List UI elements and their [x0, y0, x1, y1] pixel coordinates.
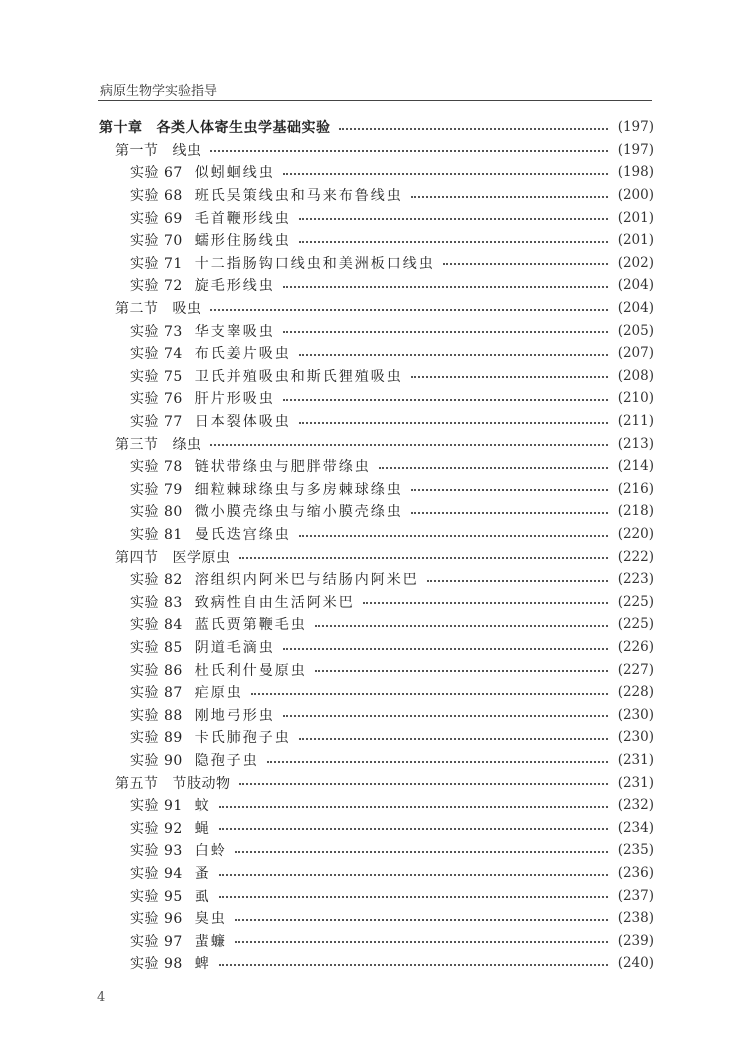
experiment-label: 实验 80 — [130, 504, 183, 521]
toc-experiment-entry[interactable] — [0, 274, 750, 297]
page-reference: (202) — [617, 254, 654, 271]
page-reference: (218) — [617, 503, 654, 520]
toc-experiment-entry[interactable] — [0, 184, 750, 207]
dot-leader — [239, 556, 609, 559]
dot-leader — [219, 805, 608, 808]
toc-experiment-entry[interactable] — [0, 749, 750, 772]
experiment-title: 肝片形吸虫 — [194, 391, 275, 408]
section-title: 绦虫 — [172, 436, 202, 453]
experiment-label: 实验 90 — [130, 753, 183, 770]
toc-experiment-entry[interactable] — [0, 206, 750, 229]
experiment-title: 似蚓蛔线虫 — [194, 165, 275, 182]
chapter-page: (197) — [617, 119, 654, 136]
page-reference: (213) — [617, 435, 654, 452]
page-reference: (228) — [617, 684, 654, 701]
page-reference: (223) — [617, 571, 654, 588]
dot-leader — [210, 443, 609, 446]
experiment-label: 实验 81 — [130, 527, 183, 544]
experiment-label: 实验 93 — [130, 843, 183, 860]
page-reference: (232) — [617, 797, 654, 814]
page-reference: (201) — [617, 232, 654, 249]
dot-leader — [299, 737, 608, 740]
experiment-label: 实验 77 — [130, 414, 183, 431]
experiment-title: 蓝氏贾第鞭毛虫 — [194, 617, 307, 634]
toc-experiment-entry[interactable] — [0, 839, 750, 862]
experiment-title: 卫氏并殖吸虫和斯氏狸殖吸虫 — [194, 368, 403, 385]
experiment-label: 实验 92 — [130, 820, 183, 837]
toc-experiment-entry[interactable] — [0, 704, 750, 727]
toc-experiment-entry[interactable] — [0, 161, 750, 184]
experiment-title: 毛首鞭形线虫 — [194, 210, 291, 227]
experiment-title: 蜚蠊 — [194, 933, 227, 950]
experiment-label: 实验 82 — [130, 572, 183, 589]
section-label: 第二节 — [115, 301, 159, 318]
experiment-title: 布氏姜片吸虫 — [194, 346, 291, 363]
experiment-title: 十二指肠钩口线虫和美洲板口线虫 — [194, 255, 435, 272]
experiment-label: 实验 69 — [130, 210, 183, 227]
dot-leader — [299, 421, 608, 424]
experiment-label: 实验 76 — [130, 391, 183, 408]
page-reference: (204) — [617, 300, 654, 317]
page-reference: (204) — [617, 277, 654, 294]
experiment-title: 疟原虫 — [194, 685, 243, 702]
page-reference: (230) — [617, 706, 654, 723]
toc-experiment-entry[interactable] — [0, 591, 750, 614]
toc-experiment-entry[interactable] — [0, 726, 750, 749]
experiment-label: 实验 79 — [130, 481, 183, 498]
dot-leader — [299, 353, 608, 356]
experiment-label: 实验 72 — [130, 278, 183, 295]
page-reference: (220) — [617, 526, 654, 543]
section-title: 医学原虫 — [172, 549, 231, 566]
toc-experiment-entry[interactable] — [0, 342, 750, 365]
dot-leader — [283, 647, 608, 650]
experiment-label: 实验 89 — [130, 730, 183, 747]
toc-section-entry[interactable] — [0, 545, 750, 568]
toc-experiment-entry[interactable] — [0, 387, 750, 410]
toc-experiment-entry[interactable] — [0, 952, 750, 975]
experiment-label: 实验 98 — [130, 956, 183, 973]
experiment-title: 微小膜壳绦虫与缩小膜壳绦虫 — [194, 504, 403, 521]
dot-leader — [219, 827, 608, 830]
experiment-title: 臭虫 — [194, 911, 227, 928]
dot-leader — [363, 601, 608, 604]
section-label: 第一节 — [115, 142, 159, 159]
toc-experiment-entry[interactable] — [0, 817, 750, 840]
page-number: 4 — [97, 990, 106, 1005]
experiment-title: 华支睾吸虫 — [194, 323, 275, 340]
page-reference: (230) — [617, 729, 654, 746]
experiment-label: 实验 71 — [130, 255, 183, 272]
dot-leader — [283, 398, 608, 401]
dot-leader — [219, 895, 608, 898]
experiment-title: 卡氏肺孢子虫 — [194, 730, 291, 747]
dot-leader — [411, 195, 608, 198]
dot-leader — [219, 873, 608, 876]
section-label: 第三节 — [115, 436, 159, 453]
experiment-title: 蚊 — [194, 798, 211, 815]
page-reference: (231) — [617, 752, 654, 769]
experiment-label: 实验 78 — [130, 459, 183, 476]
experiment-title: 蝇 — [194, 820, 211, 837]
experiment-label: 实验 91 — [130, 798, 183, 815]
page-reference: (214) — [617, 458, 654, 475]
experiment-title: 蜱 — [194, 956, 211, 973]
toc-experiment-entry[interactable] — [0, 410, 750, 433]
experiment-label: 实验 73 — [130, 323, 183, 340]
toc-experiment-entry[interactable] — [0, 500, 750, 523]
chapter-title: 各类人体寄生虫学基础实验 — [156, 120, 331, 137]
page-reference: (238) — [617, 910, 654, 927]
dot-leader — [339, 127, 609, 130]
page-reference: (200) — [617, 187, 654, 204]
section-label: 第四节 — [115, 549, 159, 566]
toc-experiment-entry[interactable] — [0, 478, 750, 501]
toc-experiment-entry[interactable] — [0, 907, 750, 930]
experiment-label: 实验 83 — [130, 594, 183, 611]
dot-leader — [411, 511, 608, 514]
toc-experiment-entry[interactable] — [0, 252, 750, 275]
experiment-title: 细粒棘球绦虫与多房棘球绦虫 — [194, 481, 403, 498]
toc-experiment-entry[interactable] — [0, 930, 750, 953]
dot-leader — [299, 217, 608, 220]
page-reference: (208) — [617, 367, 654, 384]
dot-leader — [283, 172, 608, 175]
page-reference: (207) — [617, 345, 654, 362]
page-reference: (234) — [617, 819, 654, 836]
dot-leader — [427, 579, 608, 582]
toc-section-entry[interactable] — [0, 771, 750, 794]
experiment-title: 链状带绦虫与肥胖带绦虫 — [194, 459, 371, 476]
experiment-title: 刚地弓形虫 — [194, 707, 275, 724]
experiment-title: 蠕形住肠线虫 — [194, 233, 291, 250]
experiment-label: 实验 97 — [130, 933, 183, 950]
experiment-title: 白蛉 — [194, 843, 227, 860]
section-title: 线虫 — [172, 142, 202, 159]
toc-experiment-entry[interactable] — [0, 568, 750, 591]
dot-leader — [299, 240, 608, 243]
page-reference: (201) — [617, 209, 654, 226]
toc-experiment-entry[interactable] — [0, 884, 750, 907]
toc-experiment-entry[interactable] — [0, 613, 750, 636]
toc-experiment-entry[interactable] — [0, 658, 750, 681]
experiment-title: 杜氏利什曼原虫 — [194, 662, 307, 679]
page-reference: (216) — [617, 480, 654, 497]
page-reference: (231) — [617, 774, 654, 791]
page-reference: (240) — [617, 955, 654, 972]
toc-section-entry[interactable] — [0, 432, 750, 455]
experiment-label: 实验 74 — [130, 346, 183, 363]
toc-experiment-entry[interactable] — [0, 365, 750, 388]
toc-experiment-entry[interactable] — [0, 862, 750, 885]
dot-leader — [411, 488, 608, 491]
toc-experiment-entry[interactable] — [0, 319, 750, 342]
toc-section-entry[interactable] — [0, 139, 750, 162]
running-head: 病原生物学实验指导 — [100, 84, 218, 99]
dot-leader — [210, 308, 609, 311]
experiment-title: 旋毛形线虫 — [194, 278, 275, 295]
section-label: 第五节 — [115, 775, 159, 792]
experiment-title: 曼氏迭宫绦虫 — [194, 527, 291, 544]
experiment-label: 实验 95 — [130, 888, 183, 905]
experiment-label: 实验 88 — [130, 707, 183, 724]
toc-experiment-entry[interactable] — [0, 636, 750, 659]
dot-leader — [379, 466, 608, 469]
dot-leader — [283, 330, 608, 333]
experiment-label: 实验 70 — [130, 233, 183, 250]
dot-leader — [299, 534, 608, 537]
dot-leader — [235, 850, 608, 853]
experiment-title: 致病性自由生活阿米巴 — [194, 594, 355, 611]
page-reference: (235) — [617, 842, 654, 859]
dot-leader — [267, 760, 608, 763]
toc-experiment-entry[interactable] — [0, 794, 750, 817]
experiment-label: 实验 96 — [130, 911, 183, 928]
toc-experiment-entry[interactable] — [0, 681, 750, 704]
page-reference: (222) — [617, 548, 654, 565]
dot-leader — [443, 262, 608, 265]
toc-experiment-entry[interactable] — [0, 523, 750, 546]
toc-chapter-entry[interactable] — [0, 116, 750, 139]
dot-leader — [411, 375, 608, 378]
experiment-label: 实验 87 — [130, 685, 183, 702]
page-reference: (197) — [617, 141, 654, 158]
experiment-title: 蚤 — [194, 866, 211, 883]
experiment-title: 阴道毛滴虫 — [194, 640, 275, 657]
experiment-title: 隐孢子虫 — [194, 753, 259, 770]
experiment-title: 溶组织内阿米巴与结肠内阿米巴 — [194, 572, 419, 589]
dot-leader — [239, 782, 609, 785]
dot-leader — [315, 669, 608, 672]
chapter-label: 第十章 — [99, 120, 143, 137]
dot-leader — [210, 149, 609, 152]
page-reference: (227) — [617, 661, 654, 678]
dot-leader — [283, 285, 608, 288]
page-reference: (205) — [617, 322, 654, 339]
experiment-label: 实验 68 — [130, 188, 183, 205]
dot-leader — [235, 918, 608, 921]
section-title: 吸虫 — [172, 301, 202, 318]
toc-experiment-entry[interactable] — [0, 229, 750, 252]
toc-section-entry[interactable] — [0, 297, 750, 320]
experiment-label: 实验 85 — [130, 640, 183, 657]
experiment-title: 班氏吴策线虫和马来布鲁线虫 — [194, 188, 403, 205]
header-rule — [98, 100, 652, 101]
page-reference: (225) — [617, 593, 654, 610]
page-reference: (211) — [617, 413, 654, 430]
experiment-label: 实验 94 — [130, 866, 183, 883]
section-title: 节肢动物 — [172, 775, 231, 792]
dot-leader — [219, 963, 608, 966]
page-reference: (239) — [617, 932, 654, 949]
page-reference: (237) — [617, 887, 654, 904]
experiment-title: 日本裂体吸虫 — [194, 414, 291, 431]
page-reference: (198) — [617, 164, 654, 181]
dot-leader — [235, 940, 608, 943]
experiment-label: 实验 75 — [130, 368, 183, 385]
experiment-label: 实验 86 — [130, 662, 183, 679]
page-reference: (236) — [617, 865, 654, 882]
experiment-title: 虱 — [194, 888, 211, 905]
page-reference: (226) — [617, 639, 654, 656]
page-reference: (210) — [617, 390, 654, 407]
dot-leader — [251, 692, 608, 695]
dot-leader — [283, 714, 608, 717]
experiment-label: 实验 67 — [130, 165, 183, 182]
dot-leader — [315, 624, 608, 627]
page-reference: (225) — [617, 616, 654, 633]
experiment-label: 实验 84 — [130, 617, 183, 634]
toc-experiment-entry[interactable] — [0, 455, 750, 478]
